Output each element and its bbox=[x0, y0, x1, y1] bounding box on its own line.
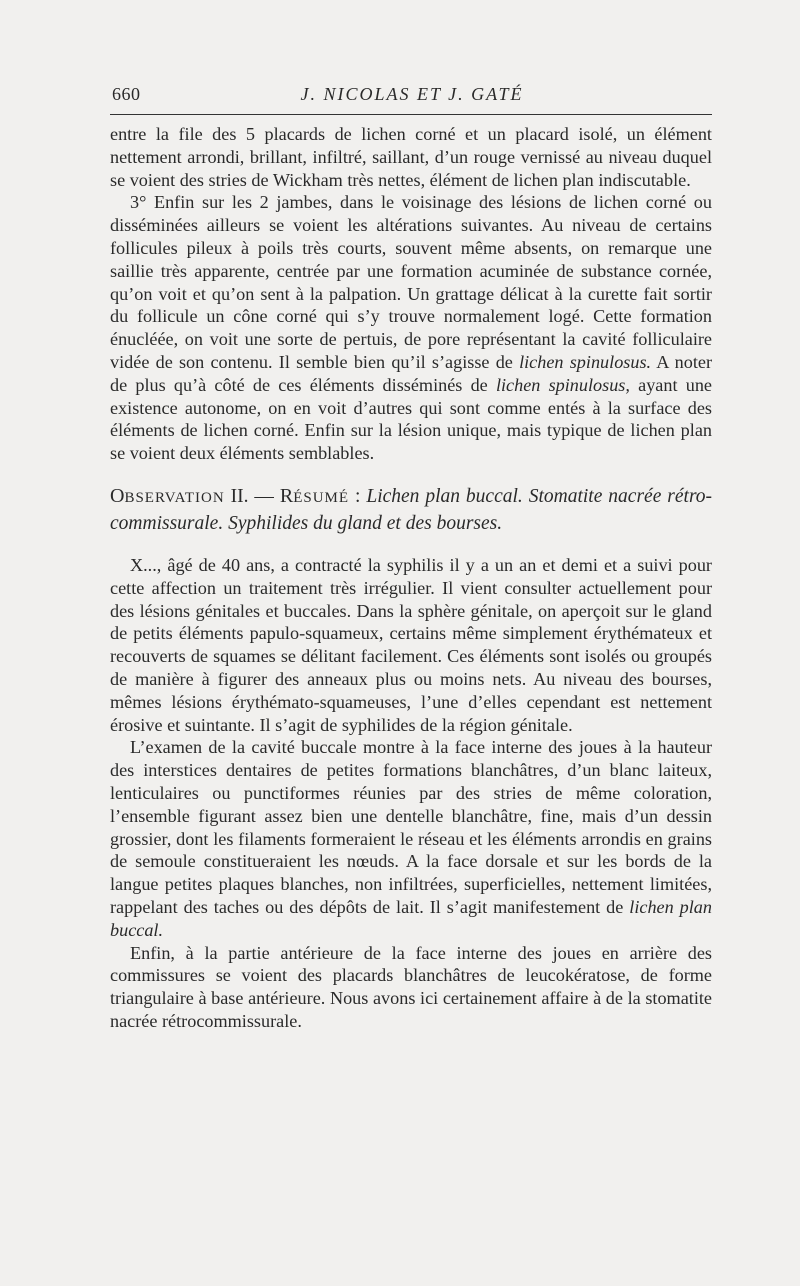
paragraph-2 bbox=[110, 191, 712, 465]
paragraph-4 bbox=[110, 736, 712, 941]
paragraph-1: entre la file des 5 placards de lichen corné et un placard isolé, un élément nettement arrondi, brillant, infiltré, saillant, d’un rouge vernissé au niveau duquel se voient des stries de Wickham très nettes, élément de lichen plan indiscutable. bbox=[110, 124, 712, 190]
header-rule bbox=[110, 114, 712, 115]
resume-colon: : bbox=[354, 485, 361, 507]
resume-label-initial: R bbox=[279, 484, 294, 507]
resume-label-rest: ÉSUMÉ bbox=[293, 489, 350, 506]
page-number: 660 bbox=[112, 84, 141, 104]
page-header bbox=[112, 84, 712, 108]
observation-heading bbox=[110, 484, 712, 536]
running-title: J. NICOLAS ET J. GATÉ bbox=[300, 84, 524, 104]
paragraph-2-text-c: ayant une existence autonome, on en voit d’autres qui sont comme entés à la surface des éléments de lichen corné. Enfin sur la lésion unique, mais typique de lichen plan se voient deux éléments semblables. bbox=[110, 374, 712, 464]
paragraph-5: Enfin, à la partie antérieure de la face interne des joues en arrière des commissures se voient des placards blanchâtres de leucokératose, de forme triangulaire à base antérieure. Nous avons ici certainement affaire à de la stomatite nacrée rétrocommissurale. bbox=[110, 942, 712, 1031]
paragraph-4-text-a: L’examen de la cavité buccale montre à la face interne des joues à la hauteur des interstices dentaires de petites formations blanchâtres, d’un blanc laiteux, lenticulaires ou punctiformes réunies par des stries de même coloration, l’ensemble figurant assez bien une dentelle blanchâtre, fine, mais d’un dessin grossier, dont les filaments formeraient le réseau et les éléments arrondis en grains de semoule constitueraient les nœuds. A la face dorsale et sur les bords de la langue petites plaques blanches, non infiltrées, superficielles, nettement limitées, rappelant des taches ou des dépôts de lait. Il s’agit manifestement de bbox=[110, 737, 712, 917]
paragraph-2-text-b: A noter de plus qu’à côté de ces éléments disséminés de bbox=[110, 351, 713, 395]
observation-dash: — bbox=[254, 485, 274, 507]
observation-label-initial: O bbox=[110, 484, 125, 507]
paragraph-2-italic-b: lichen spinulosus, bbox=[495, 374, 630, 395]
paragraph-4-italic-a: lichen plan buccal. bbox=[110, 896, 712, 940]
page-body bbox=[110, 123, 712, 1033]
paragraph-2-text-a: 3° Enfin sur les 2 jambes, dans le voisinage des lésions de lichen corné ou disséminées ailleurs se voient les altérations suivantes. Au niveau de certains follicules pileux à poils très courts, souvent même absents, on remarque une saillie très apparente, centrée par une formation acuminée de substance cornée, qu’on voit et qu’on sent à la palpation. Un grattage délicat à la curette fait sortir du follicule un cône corné qui s’y trouve normalement logé. Cette formation énucléée, on voit une sorte de pertuis, de pore représentant la cavité folliculaire vidée de son contenu. Il semble bien qu’il s’agisse de bbox=[110, 192, 712, 372]
paragraph-2-italic-a: lichen spinulosus. bbox=[519, 351, 652, 372]
observation-number: II. bbox=[230, 485, 249, 507]
paragraph-3: X..., âgé de 40 ans, a contracté la syphilis il y a un an et demi et a suivi pour cette affection un traitement très irrégulier. Il vient consulter actuellement pour des lésions génitales et buccales. Dans la sphère génitale, on aperçoit sur le gland de petits éléments papulo-squameux, certains même simplement érythémateux et recouverts de squames se délitant facilement. Ces éléments sont isolés ou groupés de manière à figurer des anneaux plus ou moins nets. Au niveau des bourses, mêmes lésions érythémato-squameuses, l’une d’elles cependant est nettement érosive et suintante. Il s’agit de syphilides de la région génitale. bbox=[110, 554, 712, 735]
observation-title: Lichen plan buccal. Stomatite nacrée rétro-commissurale. Syphilides du gland et des bourses. bbox=[110, 485, 713, 534]
observation-label-rest: BSERVATION bbox=[124, 489, 225, 506]
